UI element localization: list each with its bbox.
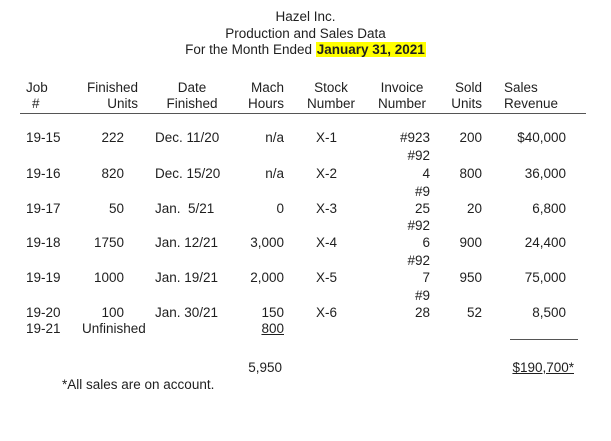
cell-revenue: $40,000 bbox=[517, 130, 566, 145]
cell-hours: n/a bbox=[265, 166, 284, 181]
cell-date: Dec. 15/20 bbox=[155, 166, 221, 181]
cell-stock: X-5 bbox=[316, 270, 338, 285]
cell-invoice: 28 bbox=[414, 305, 430, 320]
cell-invoice: #923 bbox=[399, 130, 430, 145]
cell-invoice: 7 bbox=[422, 270, 430, 285]
header-date: Date Finished bbox=[166, 80, 218, 111]
cell-sold: 950 bbox=[459, 270, 482, 285]
cell-revenue: 8,500 bbox=[532, 305, 566, 320]
cell-hours: n/a bbox=[265, 130, 284, 145]
report-subtitle: Production and Sales Data bbox=[225, 26, 386, 41]
cell-units: 100 bbox=[101, 305, 124, 320]
total-revenue: $190,700* bbox=[512, 360, 574, 375]
cell-invoice: 25 bbox=[414, 201, 430, 216]
cell-revenue: 24,400 bbox=[524, 235, 566, 250]
cell-units: 1000 bbox=[93, 270, 124, 285]
header-invoice: Invoice Number bbox=[377, 80, 426, 111]
cell-hours: 150 bbox=[261, 305, 284, 320]
cell-sold: 900 bbox=[459, 235, 482, 250]
period-prefix: For the Month Ended bbox=[185, 42, 316, 57]
cell-sold: 52 bbox=[466, 305, 482, 320]
header-hours: Mach Hours bbox=[247, 80, 284, 111]
cell-units: Unfinished bbox=[82, 321, 146, 336]
cell-date: Jan. 12/21 bbox=[155, 235, 219, 250]
report-period bbox=[0, 42, 611, 57]
cell-job: 19-20 bbox=[26, 305, 61, 320]
cell-hours: 0 bbox=[276, 201, 284, 216]
cell-date: Jan. 30/21 bbox=[155, 305, 219, 320]
cell-job: 19-15 bbox=[26, 130, 61, 145]
cell-revenue: 75,000 bbox=[524, 270, 566, 285]
cell-date: Jan. 5/21 bbox=[155, 201, 215, 216]
cell-stock: X-1 bbox=[316, 130, 338, 145]
total-hours: 5,950 bbox=[248, 360, 282, 375]
company-name: Hazel Inc. bbox=[275, 9, 336, 24]
cell-stock: X-6 bbox=[316, 305, 338, 320]
cell-job: 19-17 bbox=[26, 201, 61, 216]
cell-hours: 3,000 bbox=[250, 235, 284, 250]
cell-sold: 800 bbox=[459, 166, 482, 181]
cell-sold: 20 bbox=[466, 201, 482, 216]
cell-units: 1750 bbox=[93, 235, 124, 250]
cell-units: 50 bbox=[108, 201, 124, 216]
cell-revenue: 36,000 bbox=[524, 166, 566, 181]
revenue-subtotal-rule bbox=[510, 339, 578, 340]
cell-job: 19-18 bbox=[26, 235, 61, 250]
cell-stock: X-4 bbox=[316, 235, 338, 250]
cell-job: 19-16 bbox=[26, 166, 61, 181]
cell-invoice: #92 bbox=[407, 218, 430, 233]
cell-invoice: #9 bbox=[414, 288, 430, 303]
cell-stock: X-2 bbox=[316, 166, 338, 181]
cell-date: Jan. 19/21 bbox=[155, 270, 219, 285]
cell-invoice: #9 bbox=[414, 184, 430, 199]
cell-revenue: 6,800 bbox=[532, 201, 566, 216]
header-sold: Sold Units bbox=[451, 80, 482, 111]
cell-invoice: #92 bbox=[407, 253, 430, 268]
footnote: *All sales are on account. bbox=[62, 377, 215, 392]
header-underline bbox=[20, 113, 586, 114]
cell-stock: X-3 bbox=[316, 201, 338, 216]
cell-sold: 200 bbox=[459, 130, 482, 145]
cell-invoice: 6 bbox=[422, 235, 430, 250]
period-date-highlight: January 31, 2021 bbox=[316, 42, 425, 57]
header-job: Job # bbox=[26, 80, 48, 111]
cell-units: 820 bbox=[101, 166, 124, 181]
cell-units: 222 bbox=[101, 130, 124, 145]
header-revenue: Sales Revenue bbox=[504, 80, 559, 111]
cell-job: 19-21 bbox=[26, 321, 61, 336]
cell-invoice: 4 bbox=[422, 166, 430, 181]
header-units: Finished Units bbox=[86, 80, 138, 111]
cell-invoice: #92 bbox=[407, 148, 430, 163]
cell-date: Dec. 11/20 bbox=[155, 130, 220, 145]
cell-hours: 2,000 bbox=[250, 270, 284, 285]
cell-job: 19-19 bbox=[26, 270, 61, 285]
cell-hours: 800 bbox=[261, 321, 284, 336]
header-stock: Stock Number bbox=[306, 80, 355, 111]
